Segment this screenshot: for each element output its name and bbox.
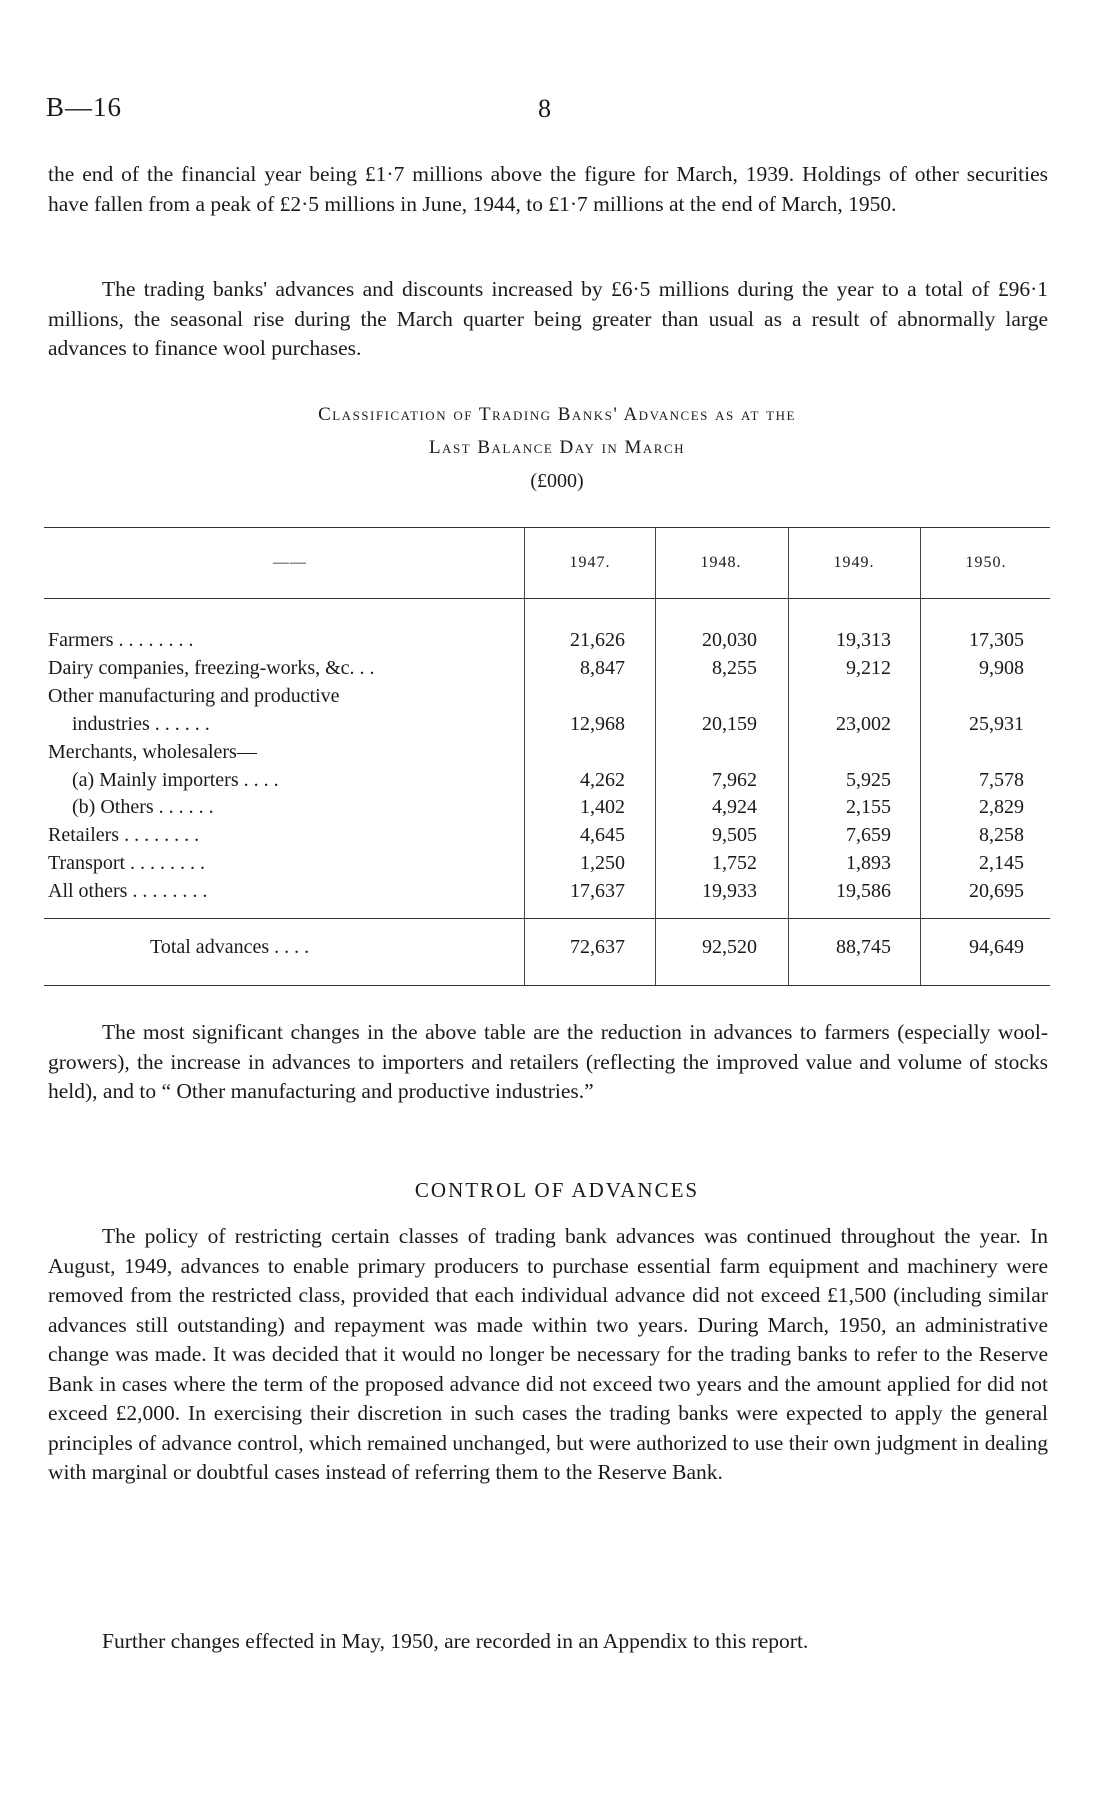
page-identifier: B—16 [46, 92, 123, 122]
table-row-label: Dairy companies, freezing-works, &c. . . [48, 657, 375, 679]
paragraph-further-changes: Further changes effected in May, 1950, are recorded in an Appendix to this report. [102, 1629, 809, 1653]
table-cell: 20,159 [702, 713, 757, 735]
table-cell: 17,637 [570, 880, 625, 902]
paragraph-trading-advances: The trading banks' advances and discounts increased by £6·5 millions during the year to a total of £96·1 millions, the seasonal rise during the March quarter being greater than usual as a result of abnormally large advances to finance wool purchases. [48, 277, 1048, 360]
table-cell: 19,586 [836, 880, 891, 902]
section-heading: CONTROL OF ADVANCES [414, 1178, 700, 1202]
column-divider [655, 527, 656, 985]
column-divider [920, 527, 921, 985]
table-total-rule [44, 918, 1050, 919]
table-cell: 4,924 [712, 796, 757, 818]
table-cell: 1,402 [580, 796, 625, 818]
table-total-cell: 92,520 [702, 936, 757, 958]
table-cell: 25,931 [969, 713, 1024, 735]
table-cell: 4,262 [580, 769, 625, 791]
table-top-rule [44, 527, 1050, 528]
table-row-label: Merchants, wholesalers— [48, 741, 257, 763]
table-row-label: Farmers . . . . . . . . [48, 629, 194, 651]
table-cell: 9,505 [712, 824, 757, 846]
table-cell: 2,155 [846, 796, 891, 818]
table-cell: 8,255 [712, 657, 757, 679]
table-caption-line1: Classification of Trading Banks' Advances as at the [318, 404, 796, 425]
table-cell: 20,030 [702, 629, 757, 651]
table-row-label: (a) Mainly importers . . . . [72, 769, 279, 791]
table-cell: 23,002 [836, 713, 891, 735]
table-cell: 12,968 [570, 713, 625, 735]
table-cell: 9,212 [846, 657, 891, 679]
table-cell: 8,847 [580, 657, 625, 679]
table-bottom-rule [44, 985, 1050, 986]
table-cell: 17,305 [969, 629, 1024, 651]
table-row-label: industries . . . . . . [72, 713, 210, 735]
column-header-1949: 1949. [833, 554, 875, 571]
table-total-cell: 94,649 [969, 936, 1024, 958]
table-cell: 7,578 [979, 769, 1024, 791]
table-row-label: Other manufacturing and productive [48, 685, 340, 707]
table-cell: 19,933 [702, 880, 757, 902]
page-number: 8 [538, 94, 551, 123]
paragraph-table-commentary: The most significant changes in the above table are the reduction in advances to farmers (especially wool-growers), the increase in advances to importers and retailers (reflecting the improved value and volume of stocks held), and to “ Other manufacturing and productive industries.” [48, 1020, 1048, 1103]
table-cell: 7,659 [846, 824, 891, 846]
column-divider [788, 527, 789, 985]
column-header-1947: 1947. [569, 554, 611, 571]
table-cell: 5,925 [846, 769, 891, 791]
table-cell: 19,313 [836, 629, 891, 651]
table-total-label: Total advances . . . . [150, 936, 310, 958]
table-row-label: (b) Others . . . . . . [72, 796, 214, 818]
table-total-cell: 88,745 [836, 936, 891, 958]
table-cell: 7,962 [712, 769, 757, 791]
table-cell: 2,829 [979, 796, 1024, 818]
table-caption-line2: Last Balance Day in March [428, 437, 686, 458]
table-total-cell: 72,637 [570, 936, 625, 958]
paragraph-control-policy: The policy of restricting certain classes of trading bank advances was continued throughout the year. In August, 1949, advances to enable primary producers to purchase essential farm equipment and machinery were removed from the restricted class, provided that each individual advance did not exceed £1,500 (including similar advances still outstanding) and repayment was made within two years. During March, 1950, an administrative change was made. It was decided that it would no longer be necessary for the trading banks to refer to the Reserve Bank in cases where the term of the proposed advance did not exceed two years and the amount applied for did not exceed £2,000. In exercising their discretion in such cases the trading banks were expected to apply the general principles of advance control, which remained unchanged, but were authorized to use their own judgment in dealing with marginal or doubtful cases instead of referring them to the Reserve Bank. [48, 1224, 1048, 1484]
table-cell: 9,908 [979, 657, 1024, 679]
table-cell: 20,695 [969, 880, 1024, 902]
table-unit: (£000) [530, 470, 584, 492]
table-row-label: Retailers . . . . . . . . [48, 824, 200, 846]
table-cell: 1,250 [580, 852, 625, 874]
table-cell: 8,258 [979, 824, 1024, 846]
table-stub-header: —— [273, 554, 307, 571]
table-header-rule [44, 598, 1050, 599]
table-cell: 1,752 [712, 852, 757, 874]
table-cell: 21,626 [570, 629, 625, 651]
column-header-1950: 1950. [965, 554, 1007, 571]
table-row-label: All others . . . . . . . . [48, 880, 208, 902]
column-divider [524, 527, 525, 985]
column-header-1948: 1948. [700, 554, 742, 571]
table-row-label: Transport . . . . . . . . [48, 852, 206, 874]
table-cell: 4,645 [580, 824, 625, 846]
table-cell: 1,893 [846, 852, 891, 874]
paragraph-holdings: the end of the financial year being £1·7 millions above the figure for March, 1939. Holdings of other securities have fallen from a peak of £2·5 millions in June, 1944, to £1·7 millions at the end of March, 1950. [48, 162, 1048, 216]
table-cell: 2,145 [979, 852, 1024, 874]
